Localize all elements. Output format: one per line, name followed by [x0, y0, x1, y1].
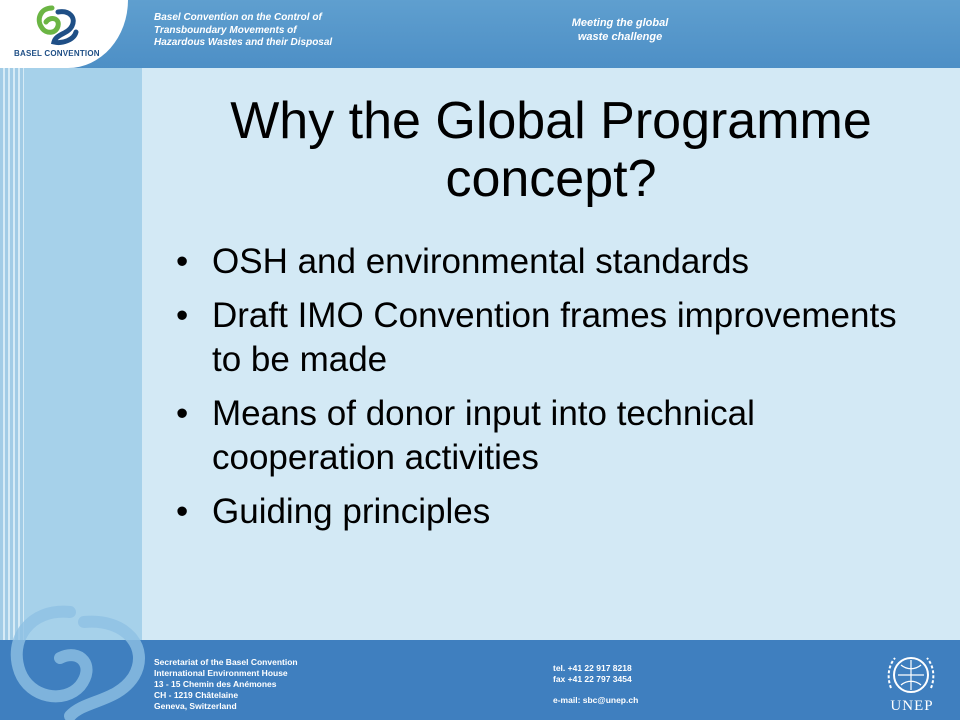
unep-emblem-icon: [885, 652, 937, 698]
header-org-line: Hazardous Wastes and their Disposal: [154, 37, 333, 48]
footer-tel: tel. +41 22 917 8218: [553, 663, 632, 673]
header-tagline: [560, 16, 680, 44]
slide-title-line: concept?: [445, 150, 657, 208]
bullet-item: • Draft IMO Convention frames improvements to be made: [176, 294, 916, 382]
left-band: [24, 68, 142, 640]
left-stripe-decoration: [0, 68, 24, 640]
footer-address-line: Secretariat of the Basel Convention: [154, 657, 298, 667]
slide-title-line: Why the Global Programme: [230, 92, 872, 150]
footer-address-line: CH - 1219 Châtelaine: [154, 690, 239, 700]
footer-address-line: Geneva, Switzerland: [154, 701, 237, 711]
header-organization-title: [154, 12, 384, 50]
footer-email: e-mail: sbc@unep.ch: [553, 695, 639, 705]
bullet-item: • OSH and environmental standards: [176, 240, 916, 284]
footer-fax: fax +41 22 797 3454: [553, 674, 632, 684]
header-tagline-line: Meeting the global: [571, 17, 669, 29]
bullet-item: • Guiding principles: [176, 490, 916, 534]
footer-contact: [553, 663, 638, 706]
slide-title: [142, 92, 960, 208]
slide-header: [0, 0, 960, 68]
footer-address: [154, 657, 298, 712]
footer-address-line: 13 - 15 Chemin des Anémones: [154, 679, 277, 689]
header-tagline-line: waste challenge: [577, 31, 663, 43]
unep-logo-text: UNEP: [890, 698, 934, 714]
logo-text: BASEL CONVENTION: [14, 49, 100, 58]
bullet-list: [176, 240, 916, 544]
header-org-line: Basel Convention on the Control of: [154, 12, 322, 23]
header-org-line: Transboundary Movements of: [154, 24, 297, 36]
footer-address-line: International Environment House: [154, 668, 288, 678]
bullet-item: • Means of donor input into technical cooperation activities: [176, 392, 916, 480]
basel-logo-icon: [32, 4, 80, 46]
basel-swirl-icon: [0, 600, 160, 720]
logo-area: [0, 0, 128, 68]
